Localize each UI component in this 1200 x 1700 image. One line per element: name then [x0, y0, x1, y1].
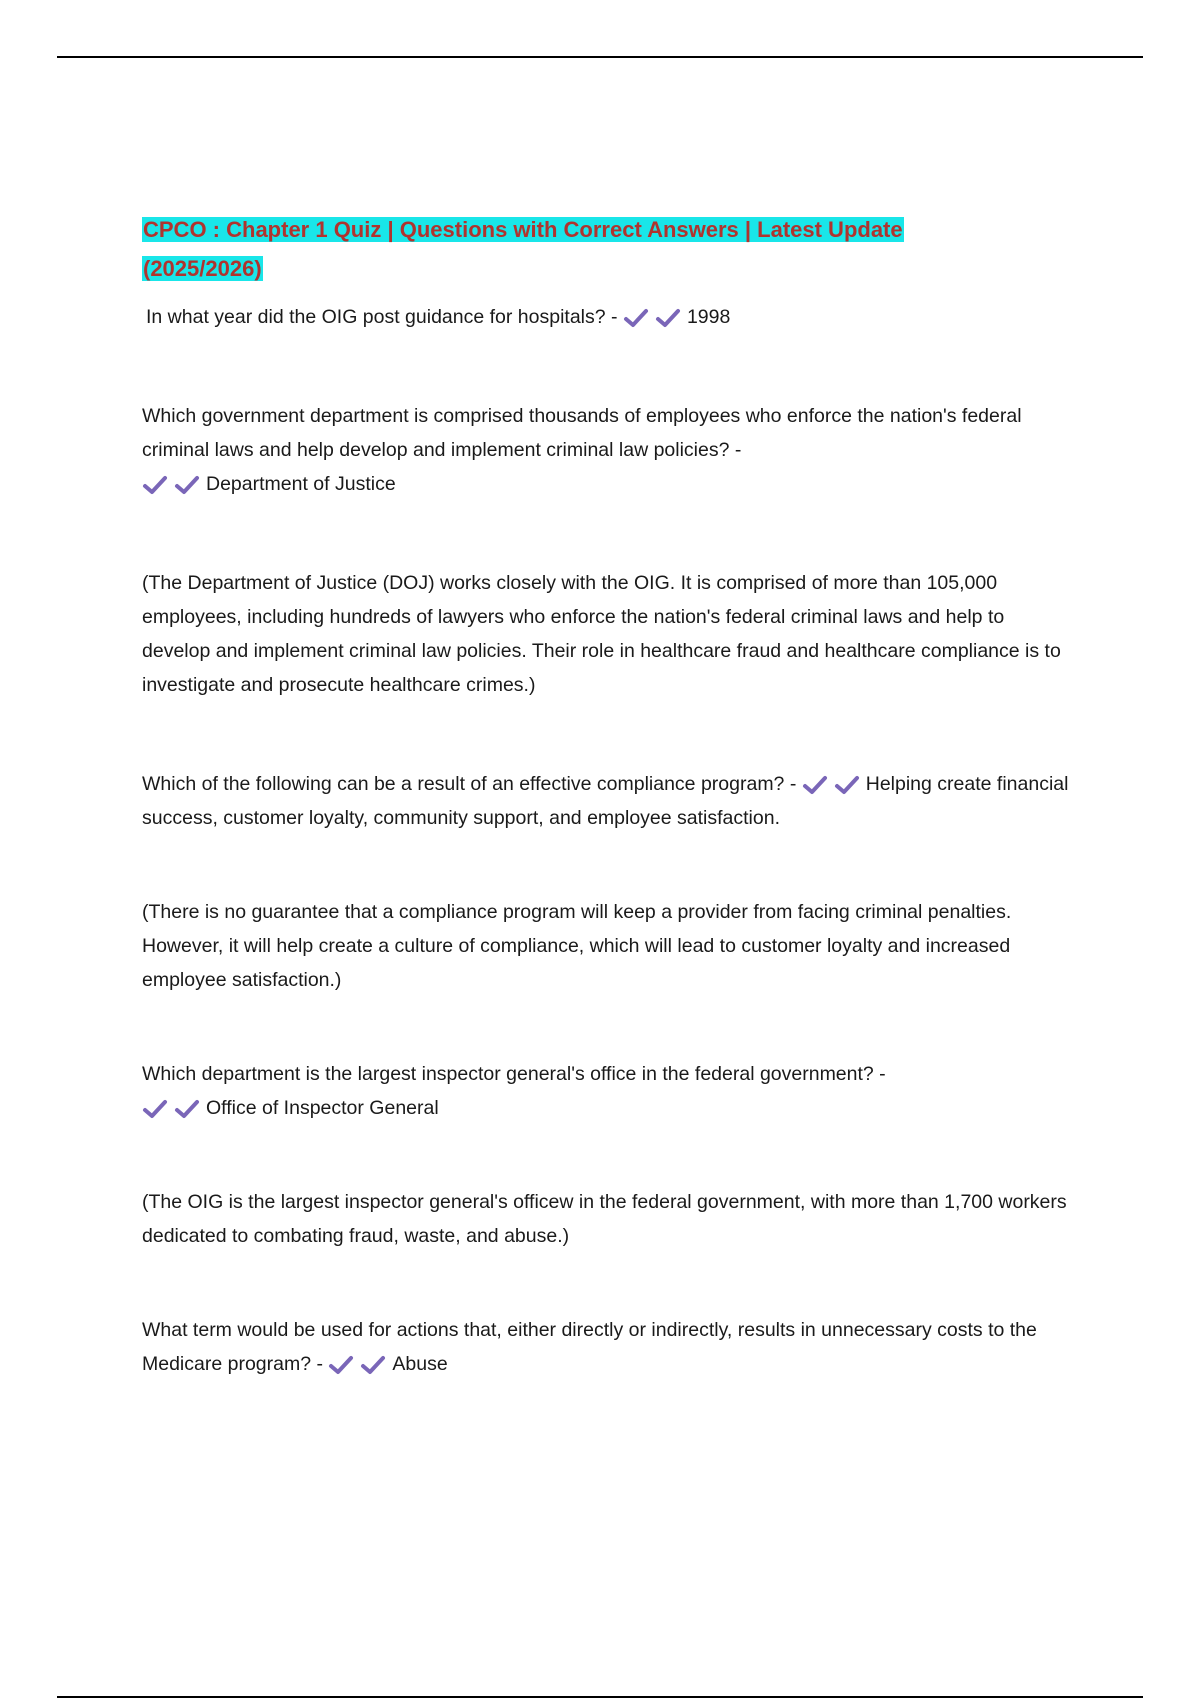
question-text: In what year did the OIG post guidance for hospitals? - — [146, 306, 618, 328]
double-check-icon — [802, 773, 866, 795]
explanation-4: (The OIG is the largest inspector general's officew in the federal government, with more than 1,700 workers dedicated to combating fraud, waste, and abuse.) — [142, 1191, 1067, 1247]
title-line-1: CPCO : Chapter 1 Quiz | Questions with Correct Answers | Latest Update — [143, 217, 903, 242]
question-text: Which of the following can be a result of an effective compliance program? - — [142, 773, 797, 795]
qa-item-5 — [142, 1313, 1072, 1381]
top-rule — [57, 56, 1143, 58]
explanation-2: (The Department of Justice (DOJ) works closely with the OIG. It is comprised of more than 105,000 employees, including hundreds of lawyers who enforce the nation's federal criminal laws and help to develop and implement criminal law policies. Their role in healthcare fraud and healthcare compliance is to investigate and prosecute healthcare crimes.) — [142, 572, 1061, 696]
bottom-rule — [57, 1696, 1143, 1698]
double-check-icon — [328, 1353, 392, 1375]
question-text: Which department is the largest inspector general's office in the federal government? - — [142, 1063, 886, 1085]
document-title — [142, 210, 1072, 288]
question-text: Which government department is comprised thousands of employees who enforce the nation's federal criminal laws and help develop and implement criminal law policies? - — [142, 405, 1022, 461]
title-line-2: (2025/2026) — [143, 256, 262, 281]
explanation-3: (There is no guarantee that a compliance program will keep a provider from facing criminal penalties. However, it will help create a culture of compliance, which will lead to customer loyalty and increased employee satisfaction.) — [142, 901, 1012, 991]
qa-item-1 — [142, 300, 1072, 334]
double-check-icon — [142, 1097, 206, 1119]
document-body — [142, 210, 1072, 1381]
qa-item-4 — [142, 1057, 1072, 1125]
answer-text: Helping create financial success, customer loyalty, community support, and employee satisfaction. — [142, 773, 1069, 829]
answer-text: Department of Justice — [206, 473, 396, 495]
answer-text: Office of Inspector General — [206, 1097, 439, 1119]
answer-text: 1998 — [686, 306, 731, 328]
question-text: What term would be used for actions that, either directly or indirectly, results in unnecessary costs to the Medicare program? - — [142, 1319, 1037, 1375]
qa-item-2 — [142, 399, 1072, 501]
qa-item-3 — [142, 767, 1072, 835]
double-check-icon — [623, 306, 687, 328]
answer-text: Abuse — [392, 1353, 448, 1375]
double-check-icon — [142, 473, 206, 495]
